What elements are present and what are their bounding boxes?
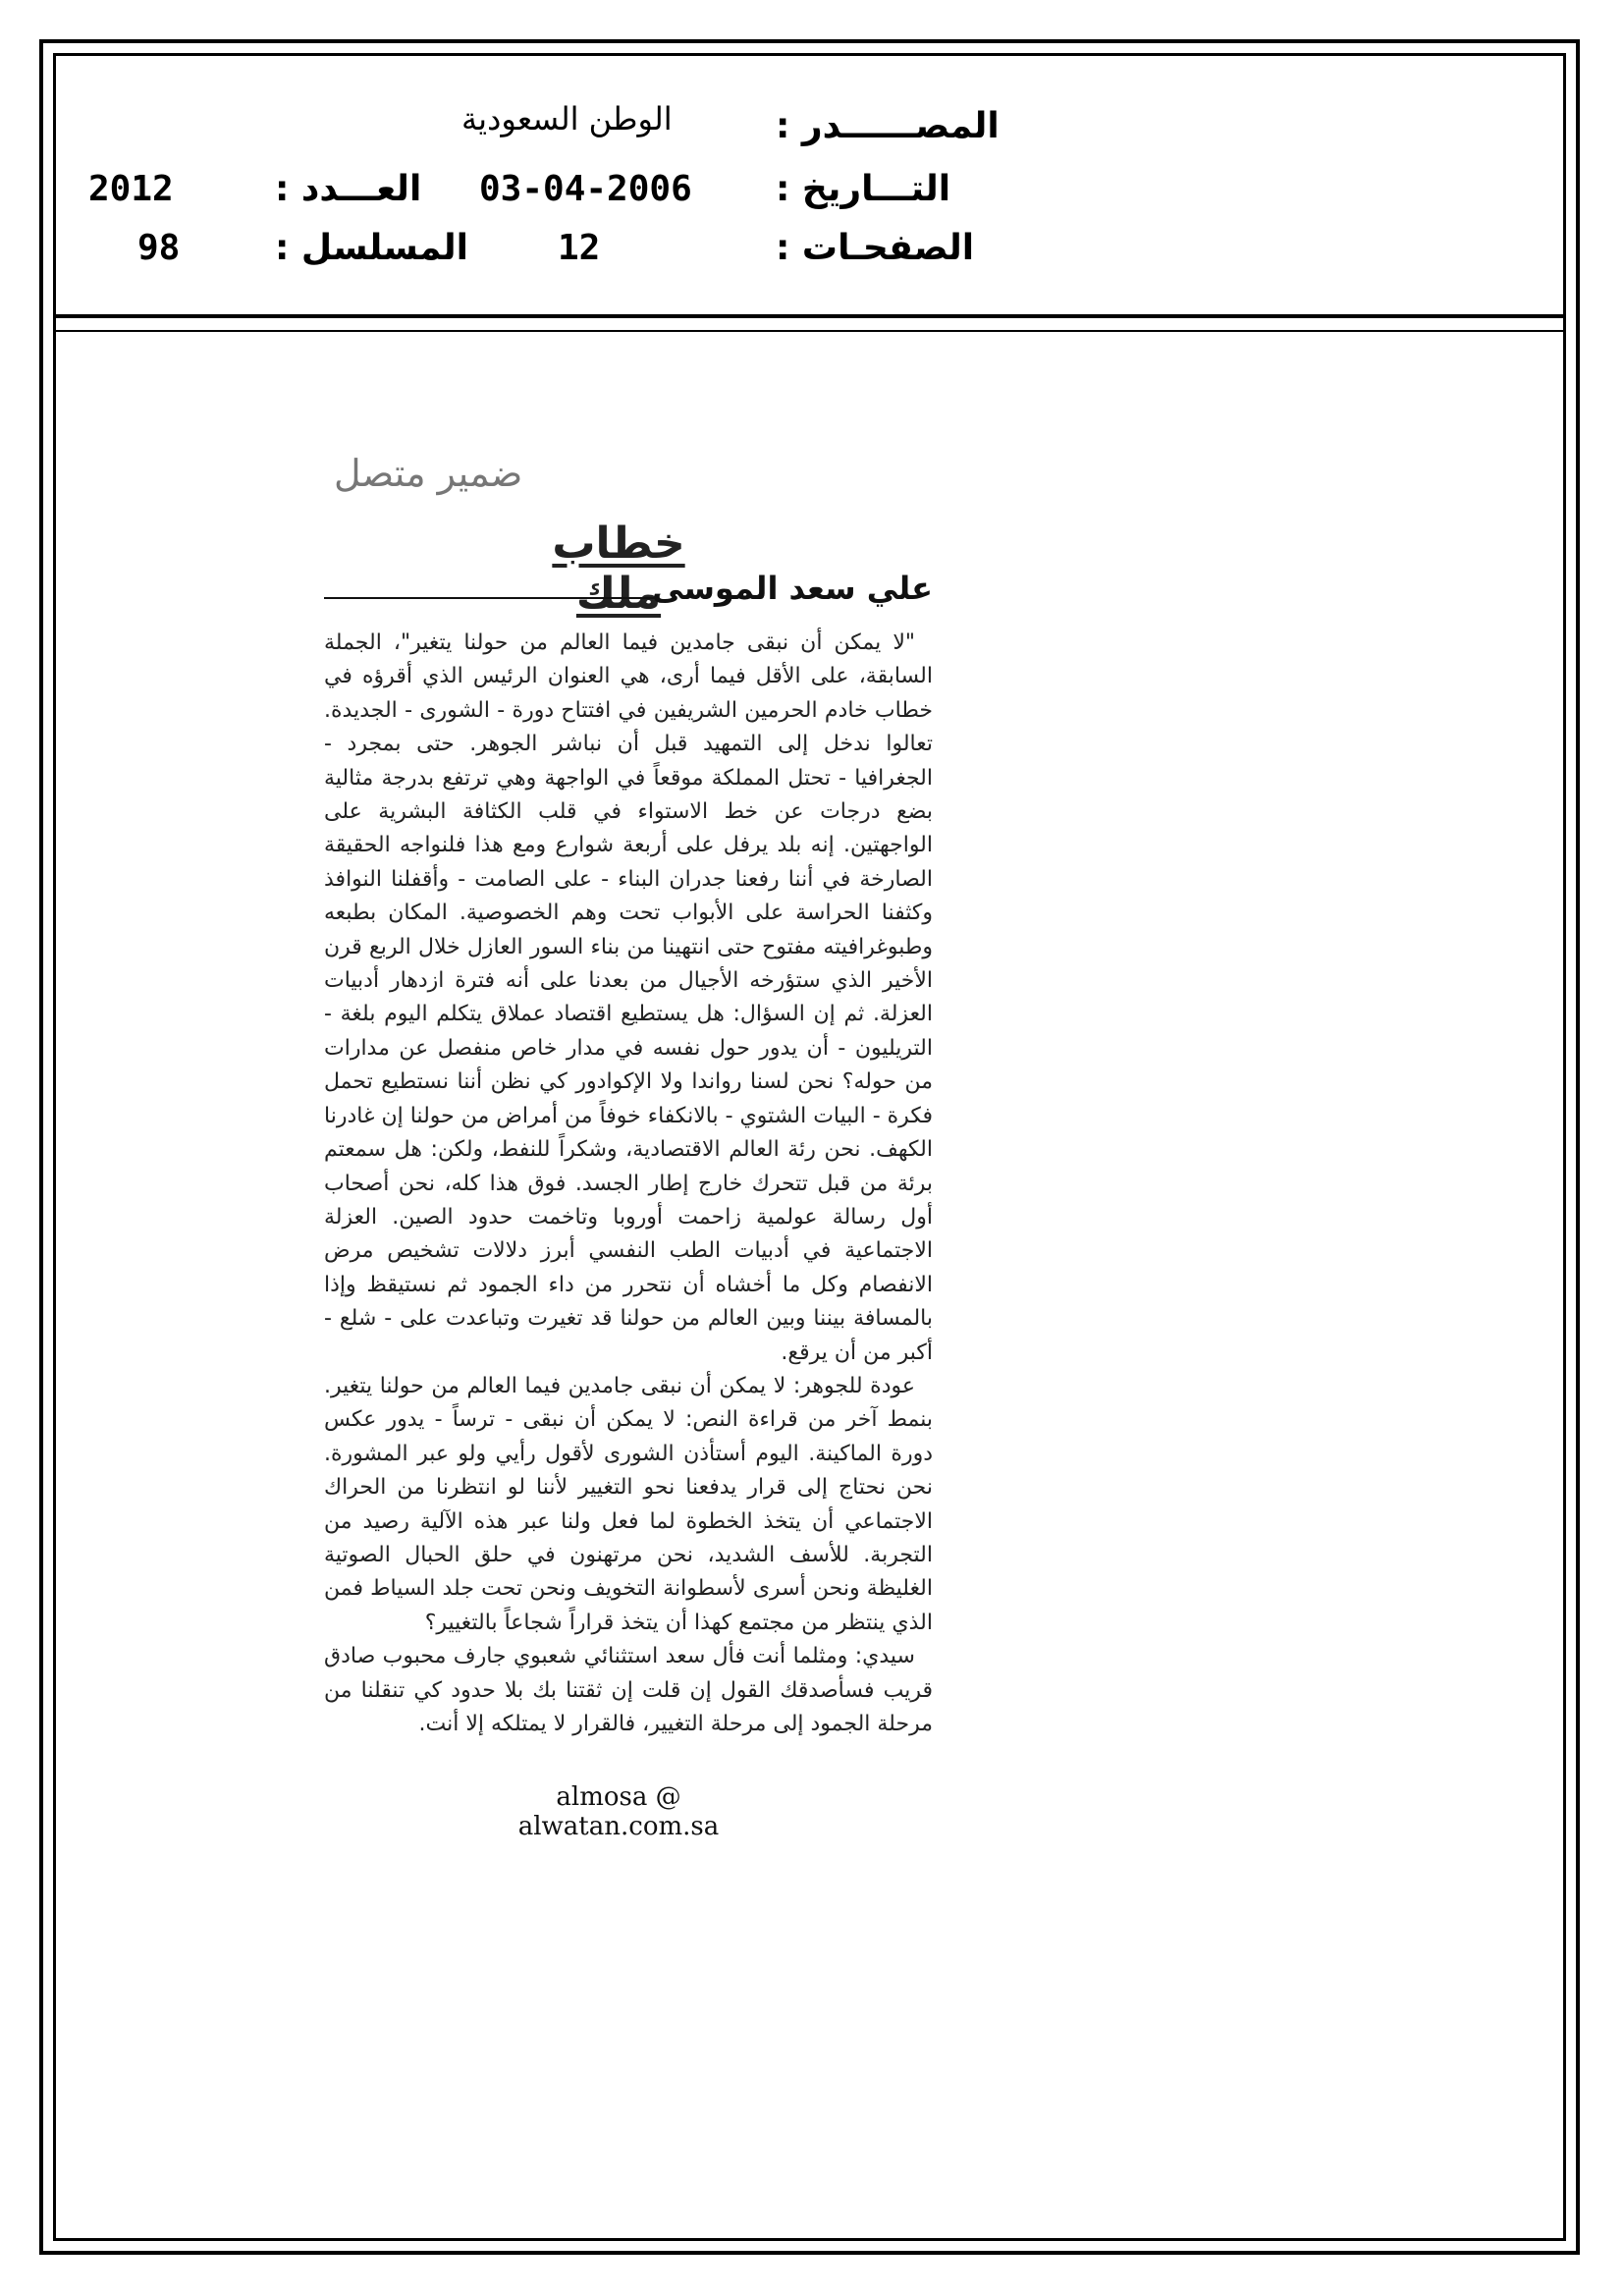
source-value: الوطن السعودية xyxy=(461,100,673,137)
serial-label: المسلسل : xyxy=(275,228,469,268)
paragraph: "لا يمكن أن نبقى جامدين فيما العالم من حولنا يتغير"، الجملة السابقة، على الأقل فيما أرى، هي العنوان الرئيس الذي أقرؤه في خطاب خادم الحرمين الشريفين في افتتاح دورة - الشورى - الجديدة. تعالوا ندخل إلى التمهيد قبل أن نباشر الجوهر. حتى بمجرد - الجغرافيا - تحتل المملكة موقعاً في الواجهة وهي ترتفع بدرجة مثالية بضع درجات عن خط الاستواء في قلب الكثافة البشرية على الواجهتين. إنه بلد يرفل على أربعة شوارع ومع هذا فلنواجه الحقيقة الصارخة في أننا رفعنا جدران البناء - على الصامت - وأقفلنا النوافذ وكثفنا الحراسة على الأبواب تحت وهم الخصوصية. المكان بطبعه وطبوغرافيته مفتوح حتى انتهينا من بناء السور العازل خلال الربع قرن الأخير الذي ستؤرخه الأجيال من بعدنا على أنه فترة ازدهار أدبيات العزلة. ثم إن السؤال: هل يستطيع اقتصاد عملاق يتكلم اليوم بلغة - التريليون - أن يدور حول نفسه في مدار خاص منفصل عن مدارات من حوله؟ نحن لسنا رواندا ولا الإكوادور كي نظن أننا نستطيع تحمل فكرة - البيات الشتوي - بالانكفاء خوفاً من أمراض من حولنا إن غادرنا الكهف. نحن رئة العالم الاقتصادية، وشكراً للنفط، ولكن: هل سمعتم برئة من قبل تتحرك خارج إطار الجسد. فوق هذا كله، نحن أصحاب أول رسالة عولمية زاحمت أوروبا وتاخمت حدود الصين. العزلة الاجتماعية في أدبيات الطب النفسي أبرز دلالات تشخيص مرض الانفصام وكل ما أخشاه أن نتحرر من داء الجمود ثم نستيقظ وإذا بالمسافة بيننا وبين العالم من حولنا قد تغيرت وتباعدت على - شلع - أكبر من أن يرقع. xyxy=(324,630,933,1365)
header-divider-thin xyxy=(53,330,1566,332)
byline xyxy=(324,570,933,619)
author-name: علي سعد الموسى xyxy=(652,570,933,607)
issue-value: 2012 xyxy=(88,169,174,209)
issue-label: العـــدد : xyxy=(275,169,422,209)
date-label: التـــاريخ : xyxy=(776,169,951,209)
article-headline: خطاب ملك xyxy=(552,519,685,619)
byline-rule xyxy=(324,597,658,599)
serial-value: 98 xyxy=(137,228,181,268)
article-body xyxy=(324,627,933,1741)
author-email: almosa @ alwatan.com.sa xyxy=(517,1782,720,1841)
source-label: المصــــــدر : xyxy=(776,106,1000,146)
paragraph: سيدي: ومثلما أنت فأل سعد استثنائي شعبوي جارف محبوب صادق قريب فسأصدقك القول إن قلت إن ثقتنا بك بلا حدود كي تنقلنا من مرحلة الجمود إلى مرحلة التغيير، فالقرار لا يمتلكه إلا أنت. xyxy=(324,1644,933,1736)
pages-value: 12 xyxy=(558,228,601,268)
header-divider xyxy=(53,314,1566,318)
date-value: 03-04-2006 xyxy=(479,169,692,209)
paragraph: عودة للجوهر: لا يمكن أن نبقى جامدين فيما العالم من حولنا يتغير. بنمط آخر من قراءة النص: لا يمكن أن نبقى - ترساً - يدور عكس دورة الماكينة. اليوم أستأذن الشورى لأقول رأيي ولو عبر المشورة. نحن نحتاج إلى قرار يدفعنا نحو التغيير لأننا لو انتظرنا من الحراك الاجتماعي أن يتخذ الخطوة لما فعل ولنا عبر هذه الآلية رصيد من التجربة. للأسف الشديد، نحن مرتهنون في حلق الحبال الصوتية الغليظة ونحن أسرى لأسطوانة التخويف ونحن تحت جلد السياط فمن الذي ينتظر من مجتمع كهذا أن يتخذ قراراً شجاعاً بالتغيير؟ xyxy=(324,1373,933,1635)
pages-label: الصفحـات : xyxy=(776,228,975,268)
column-title: ضمير متصل xyxy=(334,452,523,495)
